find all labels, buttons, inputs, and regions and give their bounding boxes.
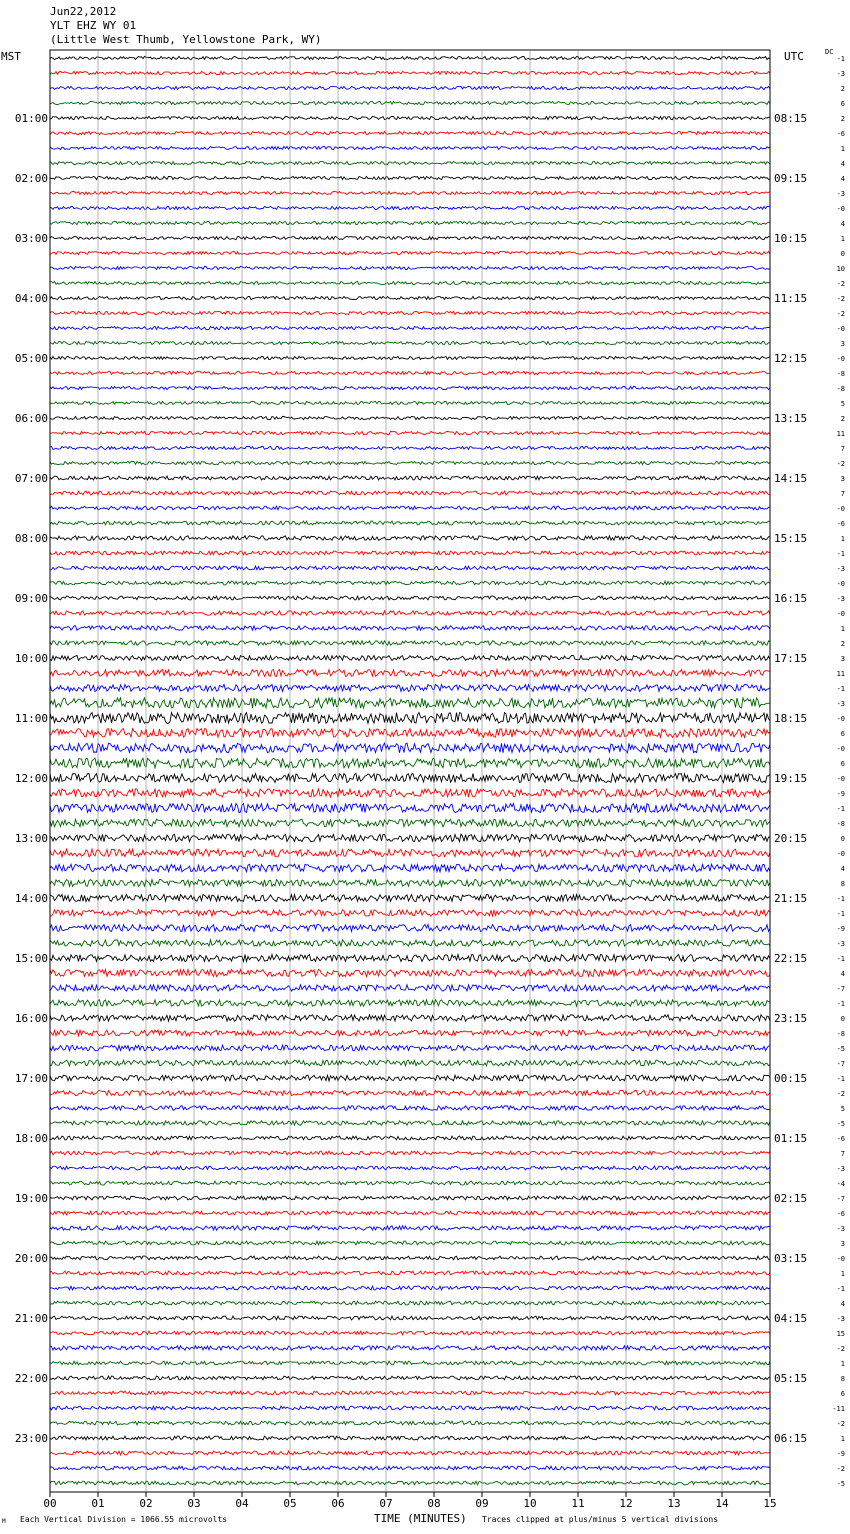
left-hour-label: 22:00 (14, 1372, 48, 1385)
dc-offset-value: 3 (840, 475, 845, 483)
left-hour-label: 18:00 (14, 1132, 48, 1145)
dc-offset-value: 5 (840, 1105, 845, 1113)
dc-offset-value: -9 (836, 790, 845, 798)
dc-offset-value: 1 (840, 625, 845, 633)
trace-line (50, 1166, 770, 1170)
dc-offset-value: -2 (836, 295, 845, 303)
dc-offset-value: 6 (840, 100, 845, 108)
dc-offset-value: 1 (840, 1270, 845, 1278)
dc-offset-value: -7 (836, 1060, 845, 1068)
left-hour-label: 17:00 (14, 1072, 48, 1085)
dc-offset-value: 0 (840, 250, 845, 258)
left-hour-label: 08:00 (14, 532, 48, 545)
dc-offset-value: -2 (836, 1090, 845, 1098)
dc-offset-value: -5 (836, 1480, 845, 1488)
trace-line (50, 461, 770, 464)
dc-offset-value: 4 (840, 175, 845, 183)
trace-line (50, 940, 770, 946)
corner-mark: M (2, 1518, 6, 1525)
trace-line (50, 895, 770, 902)
dc-offset-value: -1 (836, 910, 845, 918)
x-tick-label: 02 (139, 1497, 153, 1510)
trace-line (50, 581, 770, 585)
dc-offset-value: -1 (836, 955, 845, 963)
trace-line (50, 758, 770, 768)
trace-line (50, 774, 770, 783)
trace-line (50, 1151, 770, 1155)
right-hour-label: 06:15 (774, 1432, 808, 1445)
x-tick-label: 11 (571, 1497, 585, 1510)
trace-line (50, 146, 770, 149)
dc-offset-value: 11 (836, 670, 845, 678)
left-hour-label: 04:00 (14, 292, 48, 305)
trace-line (50, 1286, 770, 1290)
trace-line (50, 311, 770, 314)
station-location: (Little West Thumb, Yellowstone Park, WY) (50, 33, 322, 46)
left-hour-label: 10:00 (14, 652, 48, 665)
trace-line (50, 86, 770, 89)
trace-line (50, 566, 770, 570)
trace-line (50, 341, 770, 344)
dc-offset-value: -2 (836, 1465, 845, 1473)
dc-offset-value: 4 (840, 220, 845, 228)
trace-line (50, 910, 770, 916)
trace-line (50, 804, 770, 813)
dc-offset-value: 3 (840, 655, 845, 663)
trace-line (50, 191, 770, 194)
dc-offset-value: -3 (836, 190, 845, 198)
dc-offset-value: -0 (836, 850, 845, 858)
trace-line (50, 1451, 770, 1455)
x-axis (15, 55, 845, 1510)
x-tick-label: 12 (619, 1497, 633, 1510)
left-hour-label: 23:00 (14, 1432, 48, 1445)
dc-offset-value: -6 (836, 130, 845, 138)
trace-line (50, 1136, 770, 1140)
dc-offset-value: 3 (840, 1240, 845, 1248)
trace-line (50, 176, 770, 179)
dc-offset-value: 4 (840, 865, 845, 873)
trace-line (50, 1376, 770, 1380)
trace-line (50, 729, 770, 738)
dc-offset-value: 2 (840, 415, 845, 423)
dc-offset-value: -0 (836, 715, 845, 723)
dc-offset-value: -3 (836, 565, 845, 573)
x-tick-label: 10 (523, 1497, 537, 1510)
x-tick-label: 09 (475, 1497, 489, 1510)
trace-line (50, 71, 770, 74)
dc-offset-value: -2 (836, 460, 845, 468)
x-tick-label: 01 (91, 1497, 105, 1510)
trace-line (50, 713, 770, 724)
x-tick-label: 00 (43, 1497, 57, 1510)
dc-offset-value: -2 (836, 1345, 845, 1353)
trace-line (50, 1196, 770, 1200)
trace-line (50, 849, 770, 857)
right-hour-label: 04:15 (774, 1312, 808, 1325)
right-hour-label: 22:15 (774, 952, 808, 965)
dc-offset-value: -9 (836, 925, 845, 933)
dc-offset-value: 5 (840, 400, 845, 408)
dc-offset-value: -6 (836, 1135, 845, 1143)
trace-line (50, 281, 770, 284)
dc-offset-value: 1 (840, 1435, 845, 1443)
dc-offset-value: -3 (836, 700, 845, 708)
dc-offset-value: -7 (836, 985, 845, 993)
trace-line (50, 1466, 770, 1470)
dc-offset-value: 1 (840, 1360, 845, 1368)
dc-offset-value: -0 (836, 1255, 845, 1263)
trace-line (50, 655, 770, 660)
x-tick-label: 07 (379, 1497, 393, 1510)
trace-line (50, 985, 770, 991)
right-hour-label: 01:15 (774, 1132, 808, 1145)
x-axis-title: TIME (MINUTES) (374, 1512, 467, 1525)
dc-offset-value: -7 (836, 1195, 845, 1203)
x-tick-label: 06 (331, 1497, 345, 1510)
trace-line (50, 1436, 770, 1440)
right-hour-label: 14:15 (774, 472, 808, 485)
dc-offset-value: 10 (836, 265, 845, 273)
trace-line (50, 371, 770, 374)
right-hour-label: 05:15 (774, 1372, 808, 1385)
trace-line (50, 386, 770, 389)
dc-offset-value: 3 (840, 340, 845, 348)
station-id: YLT EHZ WY 01 (50, 19, 137, 32)
left-hour-label: 12:00 (14, 772, 48, 785)
trace-line (50, 698, 770, 708)
left-hour-label: 14:00 (14, 892, 48, 905)
dc-offset-value: 4 (840, 1300, 845, 1308)
trace-line (50, 970, 770, 977)
dc-offset-value: -1 (836, 1075, 845, 1083)
trace-line (50, 1000, 770, 1006)
trace-line (50, 536, 770, 540)
left-hour-label: 03:00 (14, 232, 48, 245)
trace-line (50, 551, 770, 555)
dc-offset-value: 2 (840, 115, 845, 123)
dc-offset-value: -3 (836, 70, 845, 78)
dc-offset-value: -3 (836, 1225, 845, 1233)
trace-line (50, 1256, 770, 1260)
right-hour-label: 16:15 (774, 592, 808, 605)
trace-line (50, 955, 770, 962)
x-tick-label: 14 (715, 1497, 729, 1510)
dc-offset-value: -1 (836, 1285, 845, 1293)
trace-line (50, 596, 770, 600)
trace-line (50, 1121, 770, 1125)
trace-line (50, 251, 770, 254)
left-hour-label: 11:00 (14, 712, 48, 725)
trace-line (50, 506, 770, 510)
trace-line (50, 236, 770, 239)
left-hour-label: 21:00 (14, 1312, 48, 1325)
right-hour-label: 10:15 (774, 232, 808, 245)
dc-offset-value: -9 (836, 1450, 845, 1458)
trace-line (50, 101, 770, 104)
right-hour-label: 20:15 (774, 832, 808, 845)
trace-line (50, 641, 770, 645)
trace-line (50, 1030, 770, 1036)
trace-line (50, 416, 770, 419)
dc-offset-value: -1 (836, 805, 845, 813)
left-hour-label: 01:00 (14, 112, 48, 125)
left-hour-label: 13:00 (14, 832, 48, 845)
dc-offset-value: 11 (836, 430, 845, 438)
right-hour-label: 02:15 (774, 1192, 808, 1205)
dc-offset-value: 1 (840, 145, 845, 153)
dc-offset-value: 6 (840, 760, 845, 768)
trace-line (50, 431, 770, 434)
trace-line (50, 521, 770, 525)
dc-offset-value: 8 (840, 880, 845, 888)
right-hour-label: 21:15 (774, 892, 808, 905)
dc-offset-value: -0 (836, 775, 845, 783)
dc-offset-value: 2 (840, 85, 845, 93)
dc-offset-value: -8 (836, 385, 845, 393)
trace-line (50, 356, 770, 359)
right-hour-label: 11:15 (774, 292, 808, 305)
trace-line (50, 834, 770, 842)
trace-line (50, 864, 770, 872)
x-tick-label: 05 (283, 1497, 297, 1510)
right-hour-label: 03:15 (774, 1252, 808, 1265)
dc-offset-value: -8 (836, 820, 845, 828)
trace-line (50, 925, 770, 932)
dc-offset-value: 6 (840, 730, 845, 738)
right-hour-label: 17:15 (774, 652, 808, 665)
record-date: Jun22,2012 (50, 5, 117, 18)
dc-offset-value: -1 (836, 55, 845, 63)
trace-line (50, 1331, 770, 1335)
trace-line (50, 819, 770, 827)
trace-line (50, 1211, 770, 1215)
trace-line (50, 685, 770, 692)
trace-line (50, 131, 770, 134)
trace-line (50, 446, 770, 449)
dc-offset-value: 0 (840, 1015, 845, 1023)
dc-offset-value: -2 (836, 280, 845, 288)
trace-line (50, 1181, 770, 1185)
trace-line (50, 1060, 770, 1066)
dc-offset-value: 0 (840, 835, 845, 843)
trace-line (50, 221, 770, 224)
trace-line (50, 1045, 770, 1051)
dc-offset-value: -2 (836, 1420, 845, 1428)
dc-offset-value: 2 (840, 640, 845, 648)
trace-line (50, 1391, 770, 1395)
trace-line (50, 1271, 770, 1275)
right-hour-label: 23:15 (774, 1012, 808, 1025)
trace-line (50, 626, 770, 630)
left-hour-label: 02:00 (14, 172, 48, 185)
right-hour-label: 00:15 (774, 1072, 808, 1085)
dc-offset-value: -1 (836, 1000, 845, 1008)
trace-line (50, 1346, 770, 1350)
left-timezone-label: MST (1, 50, 21, 63)
trace-line (50, 611, 770, 615)
trace-line (50, 401, 770, 404)
dc-offset-value: -6 (836, 1210, 845, 1218)
trace-line (50, 1015, 770, 1021)
trace-line (50, 116, 770, 119)
dc-offset-value: -3 (836, 940, 845, 948)
trace-group (50, 56, 770, 1485)
dc-offset-value: -5 (836, 1120, 845, 1128)
right-hour-label: 08:15 (774, 112, 808, 125)
x-tick-label: 15 (763, 1497, 777, 1510)
dc-offset-value: 4 (840, 160, 845, 168)
trace-line (50, 1481, 770, 1485)
left-hour-label: 20:00 (14, 1252, 48, 1265)
trace-line (50, 161, 770, 164)
trace-line (50, 1316, 770, 1320)
dc-offset-value: 1 (840, 535, 845, 543)
left-hour-label: 05:00 (14, 352, 48, 365)
trace-line (50, 1226, 770, 1230)
dc-offset-value: -0 (836, 580, 845, 588)
trace-line (50, 1421, 770, 1425)
left-hour-label: 15:00 (14, 952, 48, 965)
dc-offset-value: 15 (836, 1330, 845, 1338)
dc-offset-value: 7 (840, 490, 845, 498)
trace-line (50, 743, 770, 753)
right-hour-label: 19:15 (774, 772, 808, 785)
right-timezone-label: UTC (784, 50, 804, 63)
dc-offset-value: -5 (836, 1045, 845, 1053)
dc-offset-value: 6 (840, 1390, 845, 1398)
trace-line (50, 1090, 770, 1095)
dc-offset-value: -8 (836, 370, 845, 378)
trace-line (50, 1301, 770, 1305)
right-hour-label: 09:15 (774, 172, 808, 185)
trace-line (50, 1075, 770, 1081)
dc-offset-value: -3 (836, 595, 845, 603)
right-hour-label: 15:15 (774, 532, 808, 545)
trace-line (50, 266, 770, 269)
trace-line (50, 880, 770, 887)
trace-line (50, 326, 770, 329)
trace-line (50, 670, 770, 677)
dc-offset-value: -3 (836, 1315, 845, 1323)
dc-offset-value: -4 (836, 1180, 845, 1188)
dc-offset-value: -0 (836, 325, 845, 333)
trace-line (50, 789, 770, 797)
vertical-scale-note: Each Vertical Division = 1066.55 microvolts (20, 1515, 228, 1524)
dc-offset-value: 8 (840, 1375, 845, 1383)
trace-line (50, 1361, 770, 1365)
right-hour-label: 18:15 (774, 712, 808, 725)
trace-line (50, 1241, 770, 1245)
dc-offset-value: -3 (836, 1165, 845, 1173)
right-hour-label: 13:15 (774, 412, 808, 425)
left-hour-label: 06:00 (14, 412, 48, 425)
dc-offset-value: -8 (836, 1030, 845, 1038)
clipping-note: Traces clipped at plus/minus 5 vertical divisions (482, 1515, 719, 1524)
dc-offset-value: -6 (836, 520, 845, 528)
dc-offset-value: 7 (840, 1150, 845, 1158)
trace-line (50, 56, 770, 59)
dc-offset-value: 7 (840, 445, 845, 453)
dc-offset-value: -2 (836, 310, 845, 318)
trace-line (50, 1406, 770, 1410)
dc-offset-value: -0 (836, 610, 845, 618)
trace-line (50, 491, 770, 495)
x-tick-label: 04 (235, 1497, 249, 1510)
dc-offset-value: -1 (836, 895, 845, 903)
dc-offset-value: -0 (836, 745, 845, 753)
dc-offset-value: -0 (836, 355, 845, 363)
right-hour-label: 12:15 (774, 352, 808, 365)
dc-offset-value: -1 (836, 685, 845, 693)
trace-line (50, 206, 770, 209)
trace-line (50, 476, 770, 480)
x-tick-label: 08 (427, 1497, 441, 1510)
left-hour-label: 16:00 (14, 1012, 48, 1025)
dc-offset-value: -1 (836, 550, 845, 558)
dc-offset-header: DC (825, 48, 834, 56)
dc-offset-value: -0 (836, 205, 845, 213)
dc-offset-value: -11 (832, 1405, 845, 1413)
x-tick-label: 03 (187, 1497, 201, 1510)
x-tick-label: 13 (667, 1497, 681, 1510)
dc-offset-value: 4 (840, 970, 845, 978)
dc-offset-value: -0 (836, 505, 845, 513)
left-hour-label: 09:00 (14, 592, 48, 605)
trace-line (50, 1106, 770, 1110)
left-hour-label: 19:00 (14, 1192, 48, 1205)
left-hour-label: 07:00 (14, 472, 48, 485)
trace-line (50, 296, 770, 299)
dc-offset-value: 1 (840, 235, 845, 243)
